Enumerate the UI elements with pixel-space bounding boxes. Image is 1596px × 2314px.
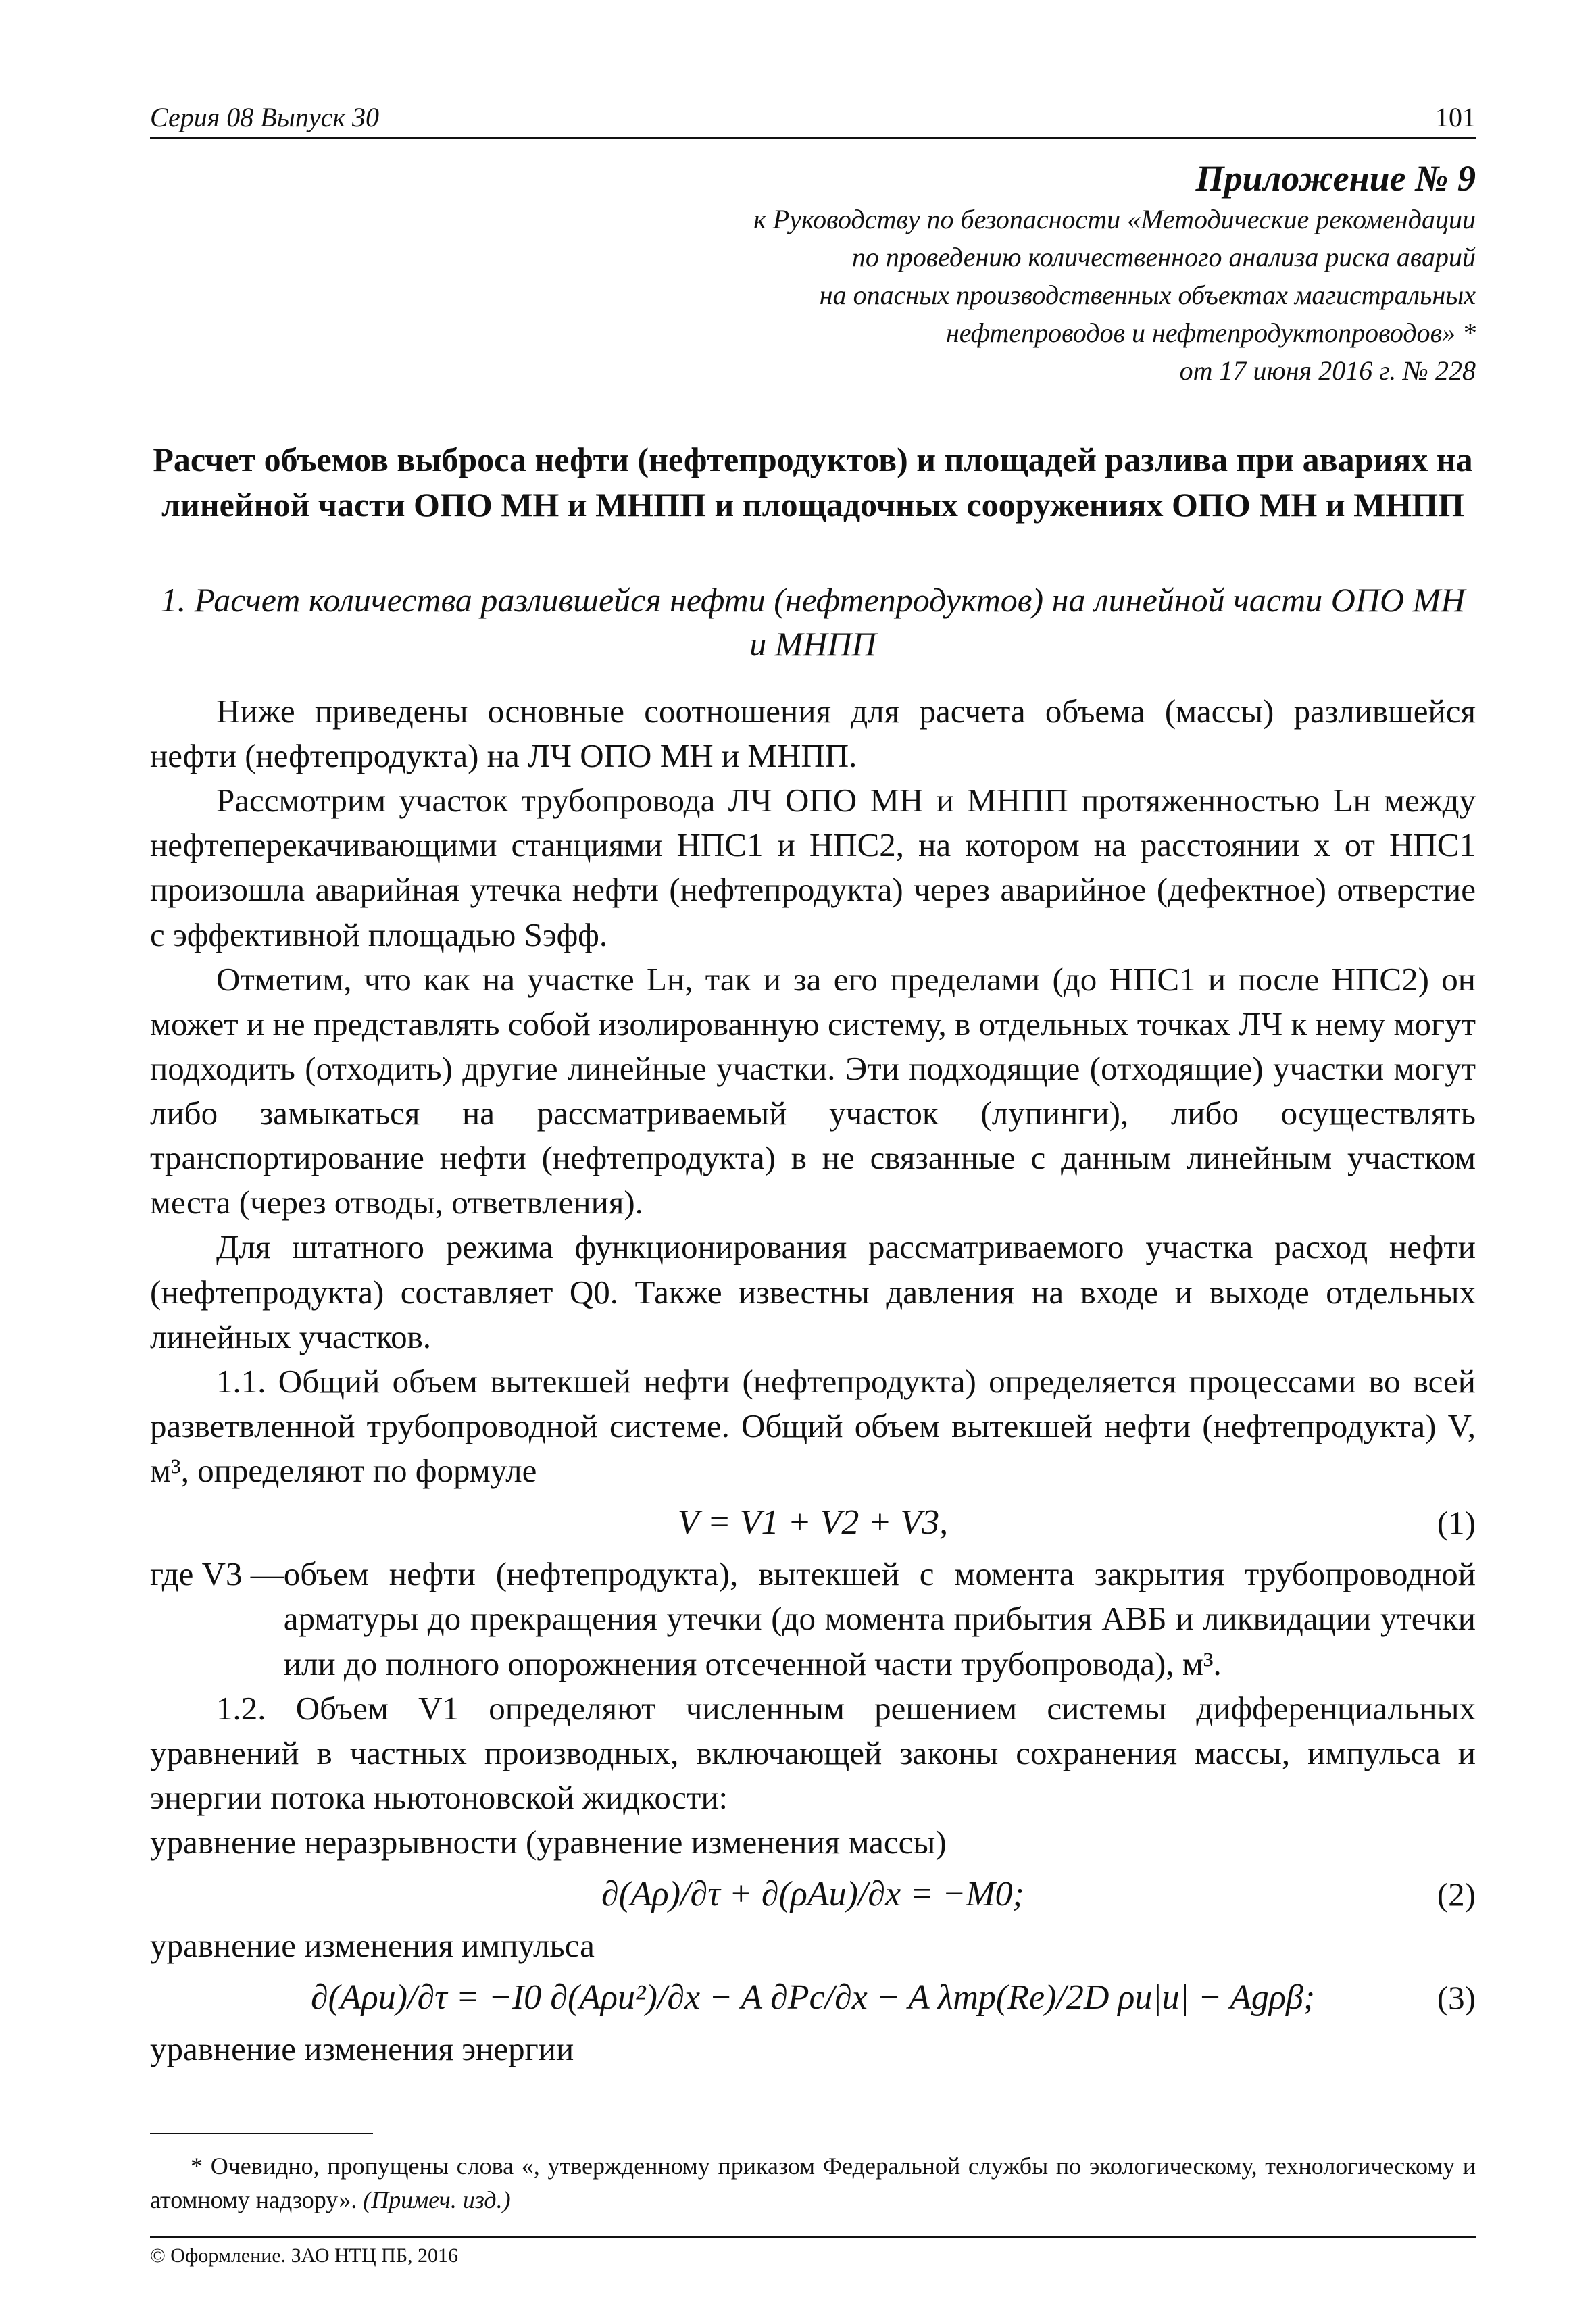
- where-definition: [150, 1552, 1476, 1686]
- appendix-line: на опасных производственных объектах магистральных: [819, 279, 1476, 310]
- document-title: Расчет объемов выброса нефти (нефтепродуктов) и площадей разлива при авариях на линейной части ОПО МН и МНПП и площадочных сооружениях ОПО МН и МНПП: [153, 440, 1473, 524]
- equation-3-number: (3): [1437, 1979, 1476, 2017]
- running-header: [150, 101, 1476, 139]
- equation-2-intro: уравнение неразрывности (уравнение изменения массы): [150, 1823, 947, 1861]
- appendix-line: от 17 июня 2016 г. № 228: [1179, 355, 1476, 386]
- appendix-line: нефтепроводов и нефтепродуктопроводов» *: [945, 317, 1476, 348]
- equation-1: [150, 1503, 1476, 1542]
- paragraph: 1.1. Общий объем вытекшей нефти (нефтепродукта) определяется процессами во всей разветвленной трубопроводной системе. Общий объем вытекшей нефти (нефтепродукта) V, м³, определяют по формуле: [150, 1362, 1476, 1490]
- appendix-title: Приложение № 9: [1195, 158, 1476, 199]
- bottom-divider: [150, 2236, 1476, 2238]
- where-lead: где V3 —: [150, 1555, 284, 1593]
- appendix-line: по проведению количественного анализа риска аварий: [851, 241, 1476, 272]
- paragraph: Рассмотрим участок трубопровода ЛЧ ОПО МН и МНПП протяженностью Lн между нефтеперекачивающими станциями НПС1 и НПС2, на котором на расстоянии x от НПС1 произошла аварийная утечка нефти (нефтепродукта) через аварийное (дефектное) отверстие с эффективной площадью Sэфф.: [150, 782, 1476, 953]
- footnote: [150, 2149, 1476, 2217]
- footnote-divider: [150, 2133, 373, 2134]
- equation-3: [150, 1978, 1476, 2017]
- equation-2-number: (2): [1437, 1876, 1476, 1913]
- page-number: 101: [1435, 102, 1476, 132]
- where-text: объем нефти (нефтепродукта), вытекшей с момента закрытия трубопроводной арматуры до прекращения утечки (до момента прибытия АВБ и ликвидации утечки или до полного опорожнения отсеченной части трубопровода), м³.: [283, 1555, 1476, 1682]
- appendix-line: к Руководству по безопасности «Методические рекомендации: [753, 203, 1476, 234]
- equation-2: [150, 1874, 1476, 1914]
- paragraph: Отметим, что как на участке Lн, так и за его пределами (до НПС1 и после НПС2) он может и не представлять собой изолированную систему, в отдельных точках ЛЧ к нему могут подходить (отходить) другие линейные участки. Эти подходящие (отходящие) участки могут либо замыкаться на рассматриваемый участок (лупинги), либо осуществлять транспортирование нефти (нефтепродукта) в не связанные с данным линейным участком места (через отводы, ответвления).: [150, 960, 1476, 1222]
- equation-1-expression: V = V1 + V2 + V3,: [677, 1503, 949, 1542]
- equation-1-number: (1): [1437, 1504, 1476, 1542]
- footnote-note: (Примеч. изд.): [363, 2186, 511, 2213]
- series-label: Серия 08 Выпуск 30: [150, 102, 380, 132]
- equation-3-expression: ∂(Aρu)/∂τ = −I0 ∂(Aρu²)/∂x − A ∂Pc/∂x − A λтр(Re)/2D ρu|u| − Agρβ;: [310, 1978, 1316, 2017]
- appendix-block: [150, 157, 1476, 390]
- paragraph: Ниже приведены основные соотношения для расчета объема (массы) разлившейся нефти (нефтепродукта) на ЛЧ ОПО МН и МНПП.: [150, 692, 1476, 774]
- paragraph: Для штатного режима функционирования рассматриваемого участка расход нефти (нефтепродукта) составляет Q0. Также известны давления на входе и выходе отдельных линейных участков.: [150, 1228, 1476, 1355]
- equation-4-intro: уравнение изменения энергии: [150, 2030, 574, 2068]
- footnote-text: * Очевидно, пропущены слова «, утвержденному приказом Федеральной службы по экологическому, технологическому и атомному надзору».: [150, 2152, 1476, 2213]
- equation-2-expression: ∂(Aρ)/∂τ + ∂(ρAu)/∂x = −M0;: [601, 1875, 1024, 1914]
- copyright: © Оформление. ЗАО НТЦ ПБ, 2016: [150, 2244, 459, 2267]
- paragraph: 1.2. Объем V1 определяют численным решением системы дифференциальных уравнений в частных производных, включающей законы сохранения массы, импульса и энергии потока ньютоновской жидкости:: [150, 1689, 1476, 1817]
- section-title: 1. Расчет количества разлившейся нефти (нефтепродуктов) на линейной части ОПО МН и МНПП: [160, 580, 1466, 663]
- equation-3-intro: уравнение изменения импульса: [150, 1927, 595, 1965]
